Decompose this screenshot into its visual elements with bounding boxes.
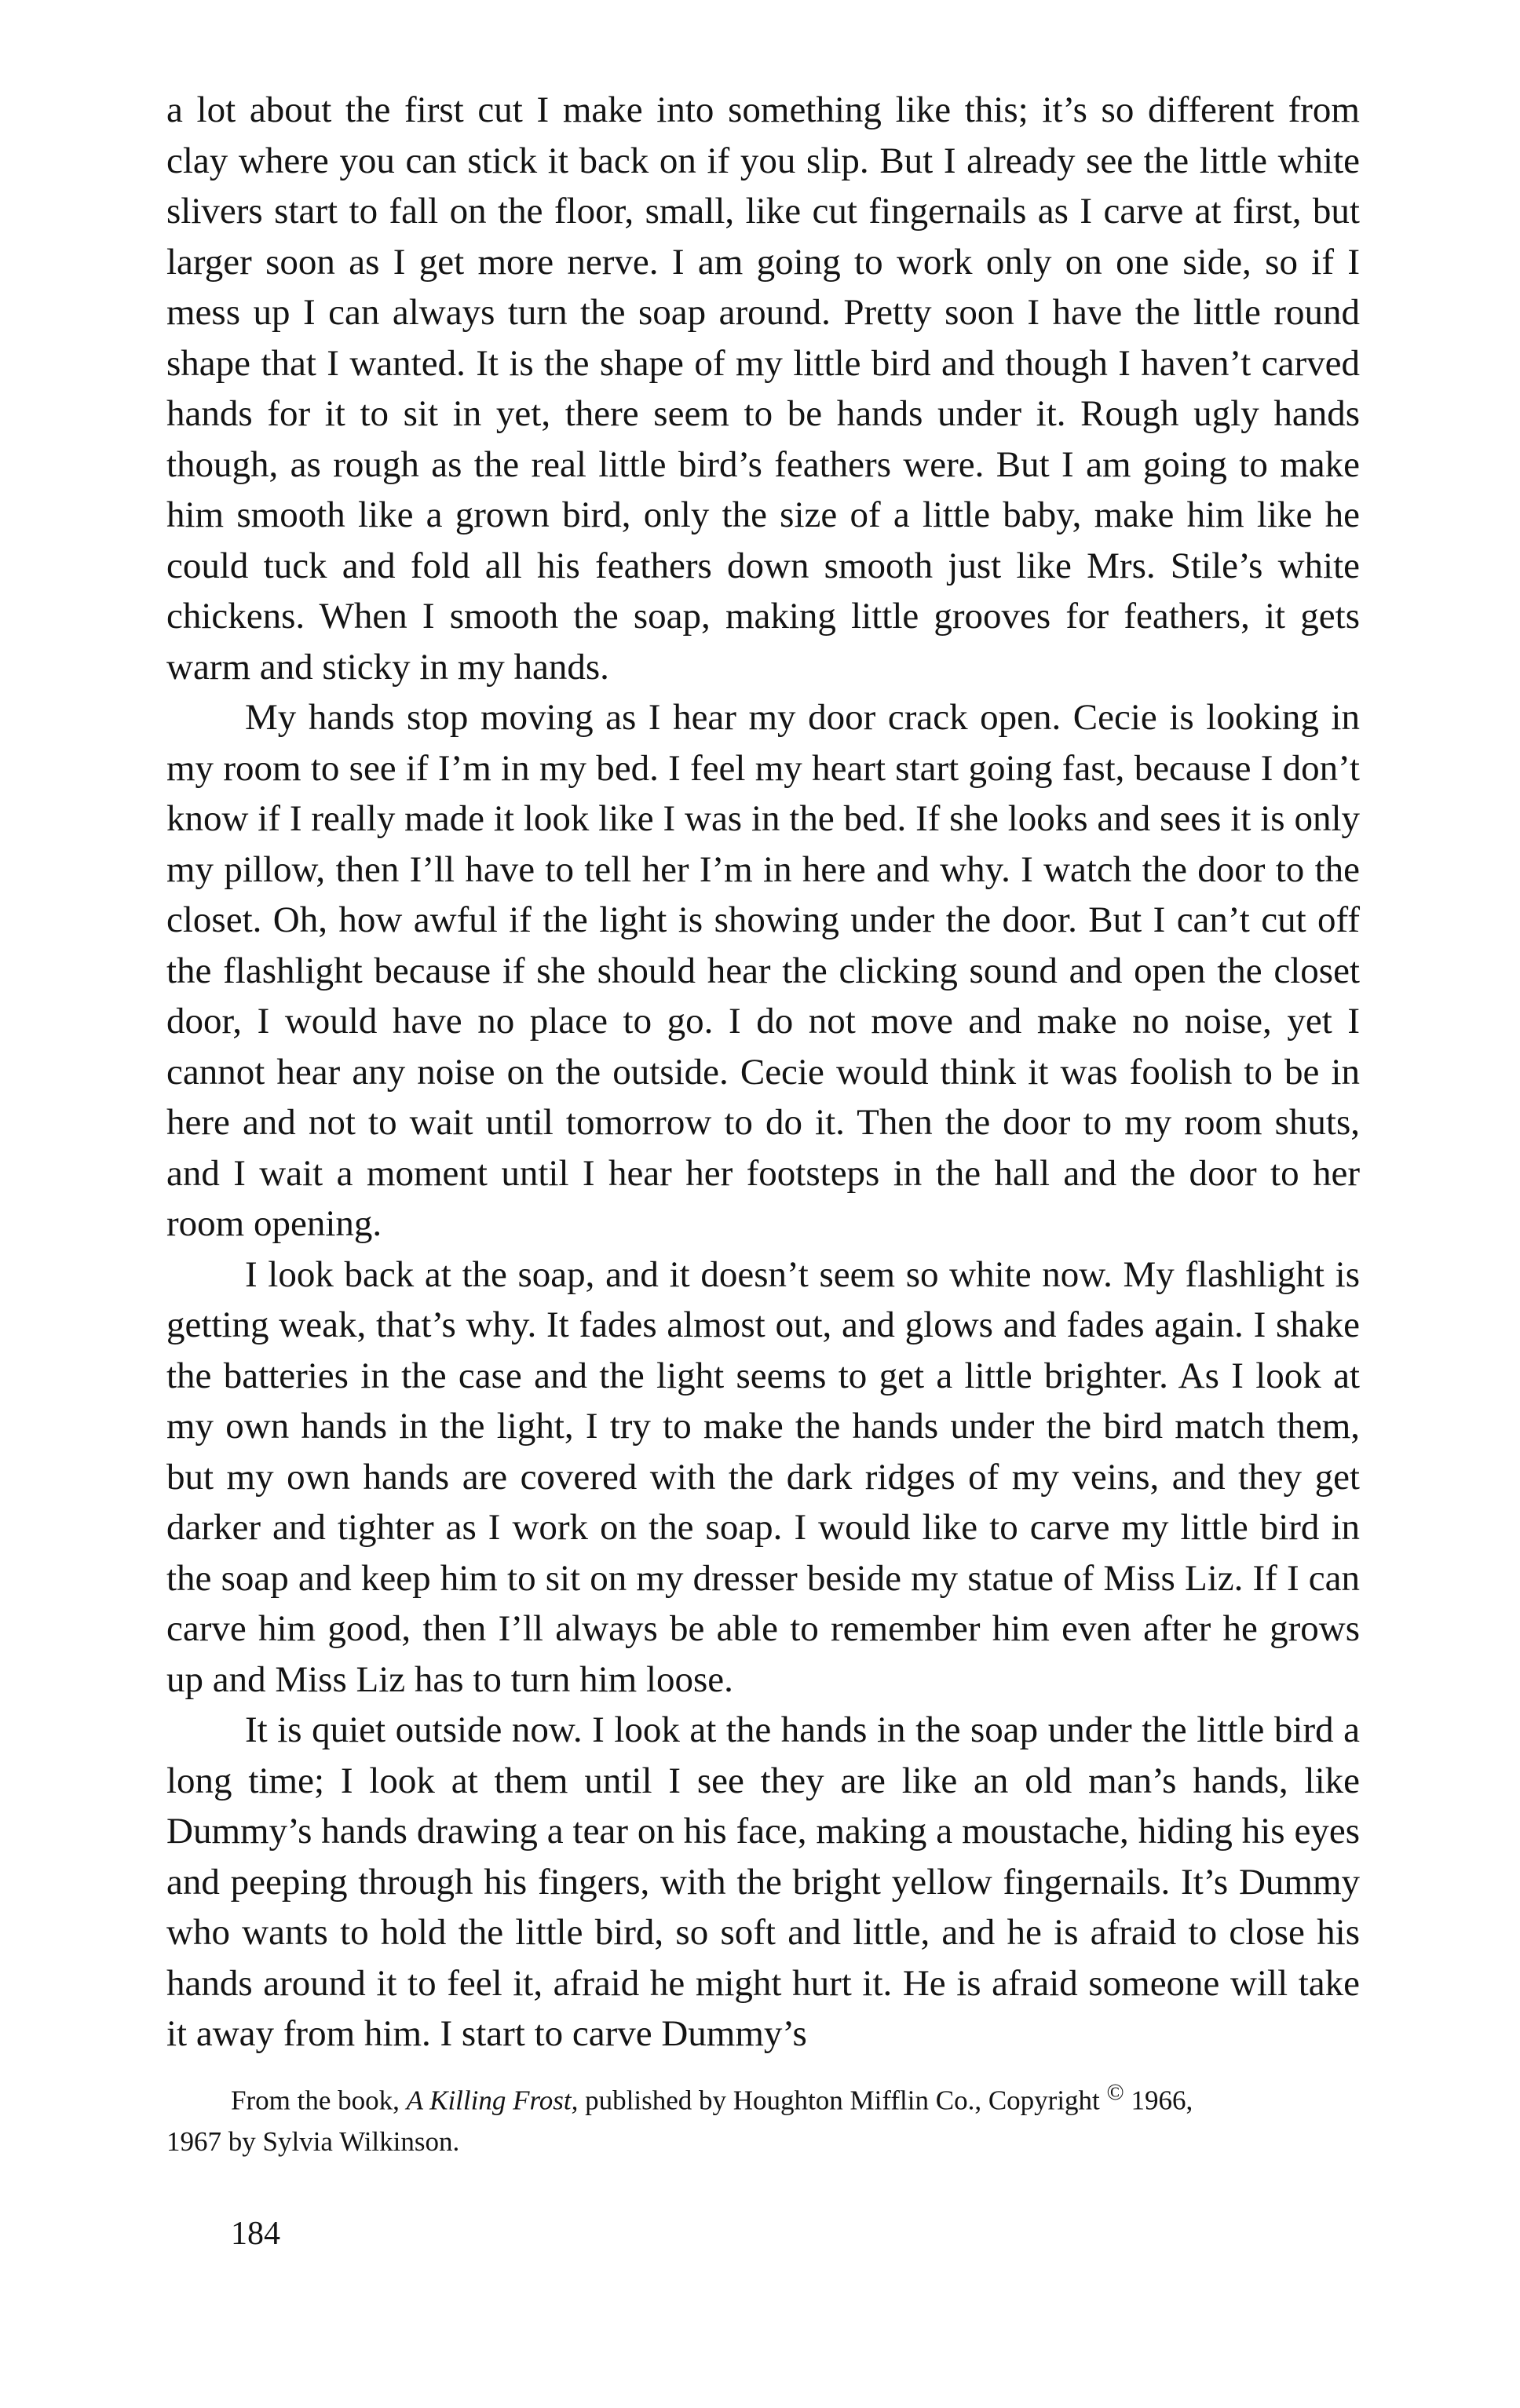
paragraph: It is quiet outside now. I look at the hands in the soap under the little bird a long time; I look at them until I see they are like an old man’s hands, like Dummy’s hands drawing a tear on his face, making a moustache, hiding his eyes and peeping through his fingers, with the bright yellow fingernails. It’s Dummy who wants to hold the little bird, so soft and little, and he is afraid to close his hands around it to feel it, afraid he might hurt it. He is afraid someone will take it away from him. I start to carve Dummy’s: [166, 1709, 1360, 2054]
paragraph: I look back at the soap, and it doesn’t seem so white now. My flashlight is getting weak, that’s why. It fades almost out, and glows and fades again. I shake the batteries in the case and the light seems to get a little brighter. As I look at my own hands in the light, I try to make the hands under the bird match them, but my own hands are covered with the dark ridges of my veins, and they get darker and tighter as I work on the soap. I would like to carve my little bird in the soap and keep him to sit on my dresser beside my statue of Miss Liz. If I can carve him good, then I’ll always be able to remember him even after he grows up and Miss Liz has to turn him loose.: [166, 1253, 1360, 1700]
footnote-line-2: 1967 by Sylvia Wilkinson.: [166, 2125, 460, 2157]
paragraph: My hands stop moving as I hear my door crack open. Cecie is looking in my room to see if I’m in my bed. I feel my heart start going fast, because I don’t know if I really made it look like I was in the bed. If she looks and sees it is only my pillow, then I’ll have to tell her I’m in here and why. I watch the door to the closet. Oh, how awful if the light is showing under the door. But I can’t cut off the flashlight because if she should hear the clicking sound and open the closet door, I would have no place to go. I do not move and make no noise, yet I cannot hear any noise on the outside. Cecie would think it was foolish to be in here and not to wait until tomorrow to do it. Then the door to my room shuts, and I wait a moment until I hear her footsteps in the hall and the door to her room opening.: [166, 697, 1360, 1244]
footnote-publisher: published by Houghton Mifflin Co., Copyright: [585, 2085, 1100, 2116]
footnote-prefix: From the book,: [231, 2085, 400, 2116]
source-footnote: [166, 2072, 1360, 2162]
copyright-symbol: ©: [1106, 2080, 1124, 2105]
page-number: 184: [231, 2216, 280, 2252]
footnote-year: 1966,: [1131, 2085, 1193, 2116]
paragraph-continued: a lot about the first cut I make into something like this; it’s so different from clay where you can stick it back on if you slip. But I already see the little white slivers start to fall on the floor, small, like cut fingernails as I carve at first, but larger soon as I get more nerve. I am going to work only on one side, so if I mess up I can always turn the soap around. Pretty soon I have the little round shape that I wanted. It is the shape of my little bird and though I haven’t carved hands for it to sit in yet, there seem to be hands under it. Rough ugly hands though, as rough as the real little bird’s feathers were. But I am going to make him smooth like a grown bird, only the size of a little baby, make him like he could tuck and fold all his feathers down smooth just like Mrs. Stile’s white chickens. When I smooth the soap, making little grooves for feathers, it gets warm and sticky in my hands.: [166, 89, 1360, 688]
footnote-book-title: A Killing Frost,: [406, 2085, 579, 2116]
body-text: [166, 85, 1360, 2060]
footnote-line-1: [166, 2072, 1360, 2122]
